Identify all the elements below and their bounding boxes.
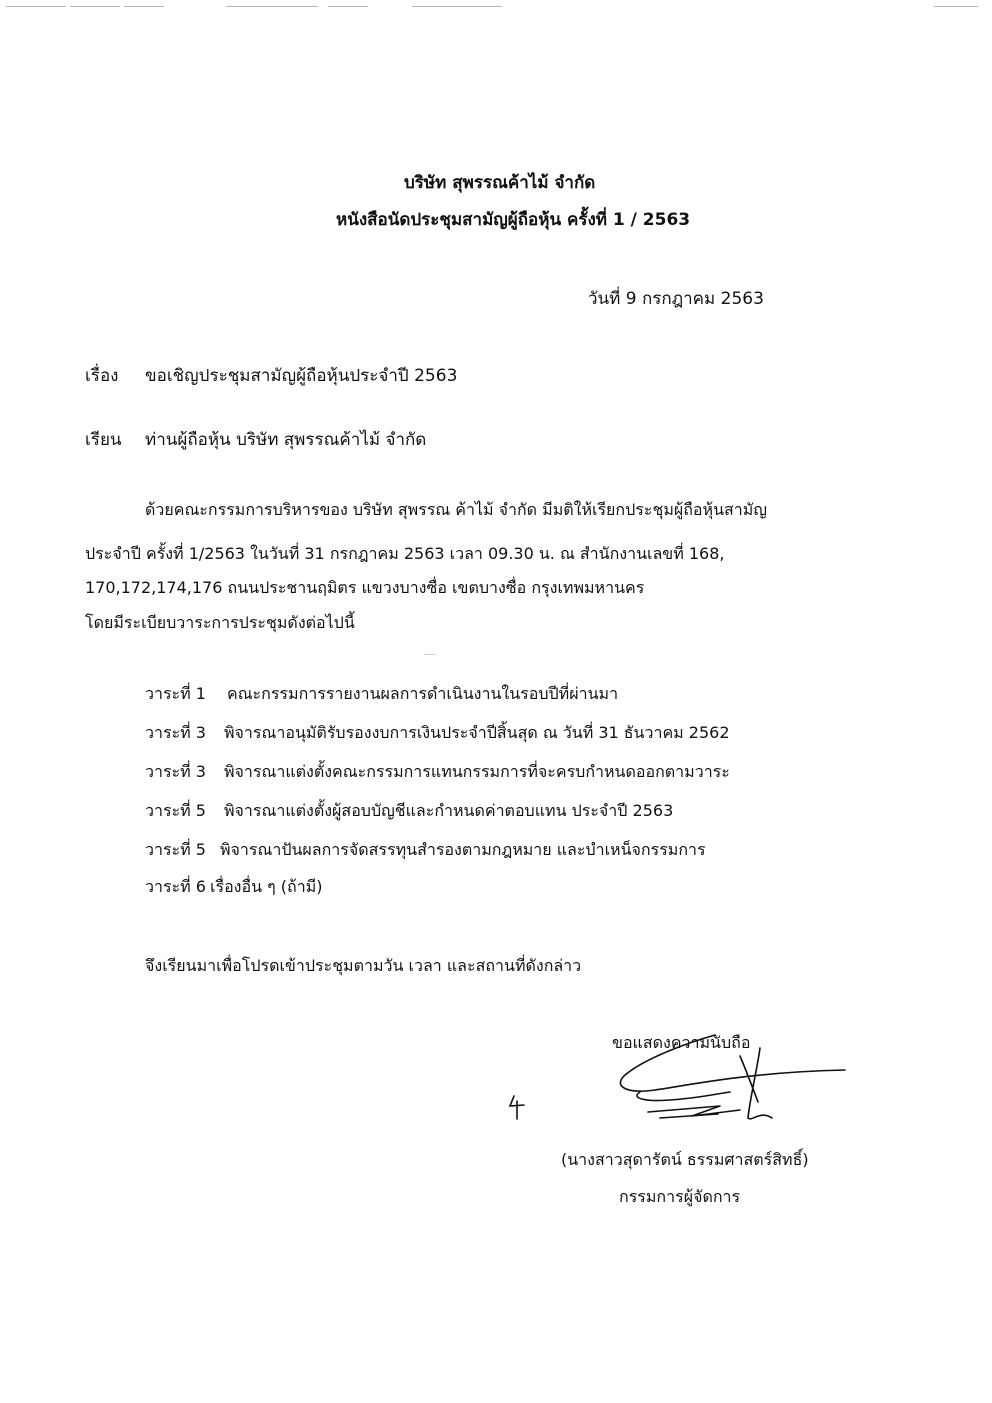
scan-artifact-line — [0, 6, 992, 8]
signoff-text: ขอแสดงความนับถือ — [612, 1033, 751, 1052]
handwritten-mark — [506, 1093, 530, 1121]
body-line-4: โดยมีระเบียบวาระการประชุมดังต่อไปนี้ — [85, 613, 355, 632]
subject-text: ขอเชิญประชุมสามัญผู้ถือหุ้นประจำปี 2563 — [145, 366, 458, 386]
body-line-1: ด้วยคณะกรรมการบริหารของ บริษัท สุพรรณ ค้าไม้ จำกัด มีมติให้เรียกประชุมผู้ถือหุ้นสามัญ — [145, 500, 767, 519]
recipient-label: เรียน — [85, 430, 122, 450]
agenda-item-3-label: วาระที่ 3 — [145, 762, 206, 781]
agenda-item-1-text: คณะกรรมการรายงานผลการดำเนินงานในรอบปีที่ผ่านมา — [227, 684, 619, 703]
agenda-item-6-text: เรื่องอื่น ๆ (ถ้ามี) — [210, 877, 323, 896]
body-line-3: 170,172,174,176 ถนนประชานฤมิตร แขวงบางซื่อ เขตบางซื่อ กรุงเทพมหานคร — [85, 578, 645, 597]
agenda-item-2-label: วาระที่ 3 — [145, 723, 206, 742]
body-line-2: ประจำปี ครั้งที่ 1/2563 ในวันที่ 31 กรกฎาคม 2563 เวลา 09.30 น. ณ สำนักงานเลขที่ 168, — [85, 544, 725, 563]
letter-date: วันที่ 9 กรกฎาคม 2563 — [588, 289, 764, 309]
agenda-item-3-text: พิจารณาแต่งตั้งคณะกรรมการแทนกรรมการที่จะครบกำหนดออกตามวาระ — [224, 762, 730, 781]
notice-title: หนังสือนัดประชุมสามัญผู้ถือหุ้น ครั้งที่ 1 / 2563 — [336, 210, 691, 230]
agenda-item-1-label: วาระที่ 1 — [145, 684, 206, 703]
subject-label: เรื่อง — [85, 366, 119, 386]
agenda-item-5-label: วาระที่ 5 — [145, 840, 206, 859]
agenda-item-5-text: พิจารณาปันผลการจัดสรรทุนสำรองตามกฎหมาย และบำเหน็จกรรมการ — [220, 840, 706, 859]
signer-title: กรรมการผู้จัดการ — [619, 1187, 741, 1206]
closing-line: จึงเรียนมาเพื่อโปรดเข้าประชุมตามวัน เวลา และสถานที่ดังกล่าว — [145, 956, 582, 975]
agenda-item-6-label: วาระที่ 6 — [145, 877, 206, 896]
signer-name: (นางสาวสุดารัตน์ ธรรมศาสตร์สิทธิ์) — [561, 1150, 809, 1169]
agenda-item-2-text: พิจารณาอนุมัติรับรองงบการเงินประจำปีสิ้นสุด ณ วันที่ 31 ธันวาคม 2562 — [224, 723, 730, 742]
signature-image — [600, 1030, 860, 1140]
recipient-text: ท่านผู้ถือหุ้น บริษัท สุพรรณค้าไม้ จำกัด — [145, 430, 427, 450]
company-name: บริษัท สุพรรณค้าไม้ จำกัด — [404, 173, 596, 193]
scan-speck — [424, 654, 436, 655]
agenda-item-4-text: พิจารณาแต่งตั้งผู้สอบบัญชีและกำหนดค่าตอบแทน ประจำปี 2563 — [224, 801, 674, 820]
agenda-item-4-label: วาระที่ 5 — [145, 801, 206, 820]
